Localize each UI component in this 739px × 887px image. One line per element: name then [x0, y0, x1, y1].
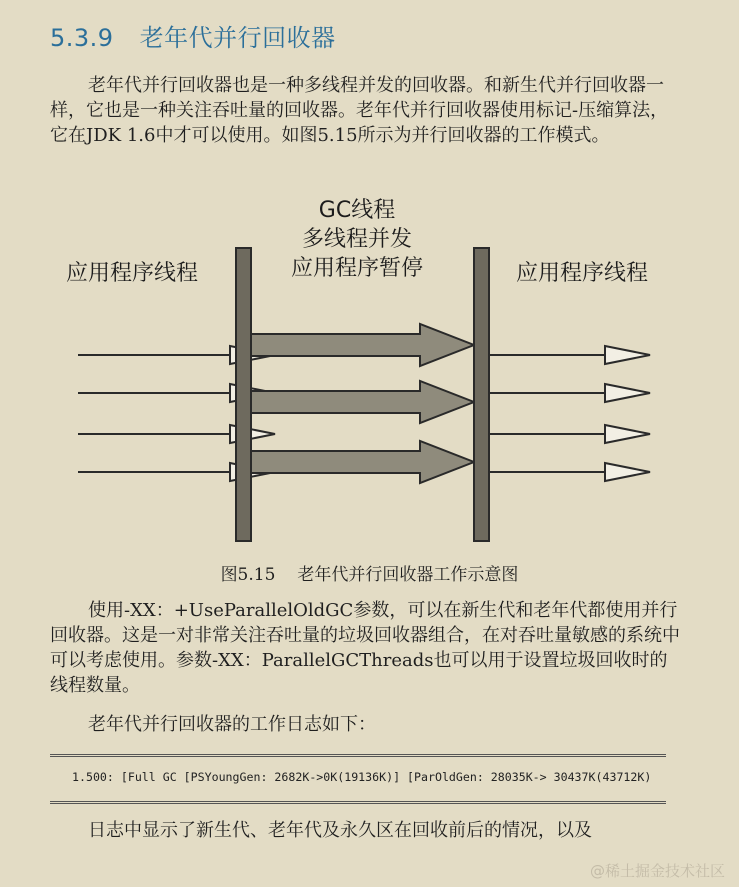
- right-thread-arrow-2: [488, 384, 650, 402]
- label-gc-threads: GC线程: [318, 198, 396, 223]
- right-thread-arrow-4: [488, 463, 650, 481]
- right-thread-arrow-1: [488, 346, 650, 364]
- intro-paragraph: 老年代并行回收器也是一种多线程并发的回收器。和新生代并行回收器一样，它也是一种关注吞吐量的回收器。老年代并行回收器使用标记-压缩算法，它在JDK 1.6中才可以使用。如图5.15所示为并行回收器的工作模式。: [50, 75, 669, 146]
- label-multithread: 多线程并发: [301, 227, 413, 252]
- usage-paragraph: 使用-XX：+UseParallelOldGC参数，可以在新生代和老年代都使用并行回收器。这是一对非常关注吞吐量的垃圾回收器组合，在对吞吐量敏感的系统中可以考虑使用。参数-XX：ParallelGCThreads也可以用于设置垃圾回收时的线程数量。: [50, 600, 680, 696]
- label-app-threads-right: 应用程序线程: [515, 261, 649, 286]
- gc-arrow-3: [250, 441, 474, 483]
- gc-thread-arrows: [250, 324, 474, 483]
- section-heading: [50, 18, 336, 53]
- gc-arrow-2: [250, 381, 474, 423]
- log-intro-paragraph: 老年代并行回收器的工作日志如下：: [88, 714, 376, 735]
- right-thread-arrows: [488, 346, 650, 481]
- gc-arrow-1: [250, 324, 474, 366]
- section-number: 5.3.9: [50, 24, 114, 52]
- label-app-pause: 应用程序暂停: [290, 256, 424, 281]
- log-explanation-paragraph: 日志中显示了新生代、老年代及永久区在回收前后的情况，以及: [88, 820, 592, 841]
- label-app-threads-left: 应用程序线程: [65, 261, 199, 286]
- left-safepoint-bar: [236, 248, 251, 541]
- right-thread-arrow-3: [488, 425, 650, 443]
- parallel-gc-diagram: [0, 180, 739, 560]
- figure-caption: [0, 560, 739, 585]
- figure-caption-text: 老年代并行回收器工作示意图: [297, 565, 519, 585]
- gc-log-codebox: [50, 754, 666, 804]
- gc-log-line: 1.500: [Full GC [PSYoungGen: 2682K->0K(19136K)] [ParOldGen: 28035K-> 30437K(43712K): [72, 770, 652, 784]
- right-safepoint-bar: [474, 248, 489, 541]
- figure-number: 图5.15: [220, 565, 276, 585]
- watermark: @稀土掘金技术社区: [589, 862, 725, 880]
- section-title: 老年代并行回收器: [139, 24, 336, 52]
